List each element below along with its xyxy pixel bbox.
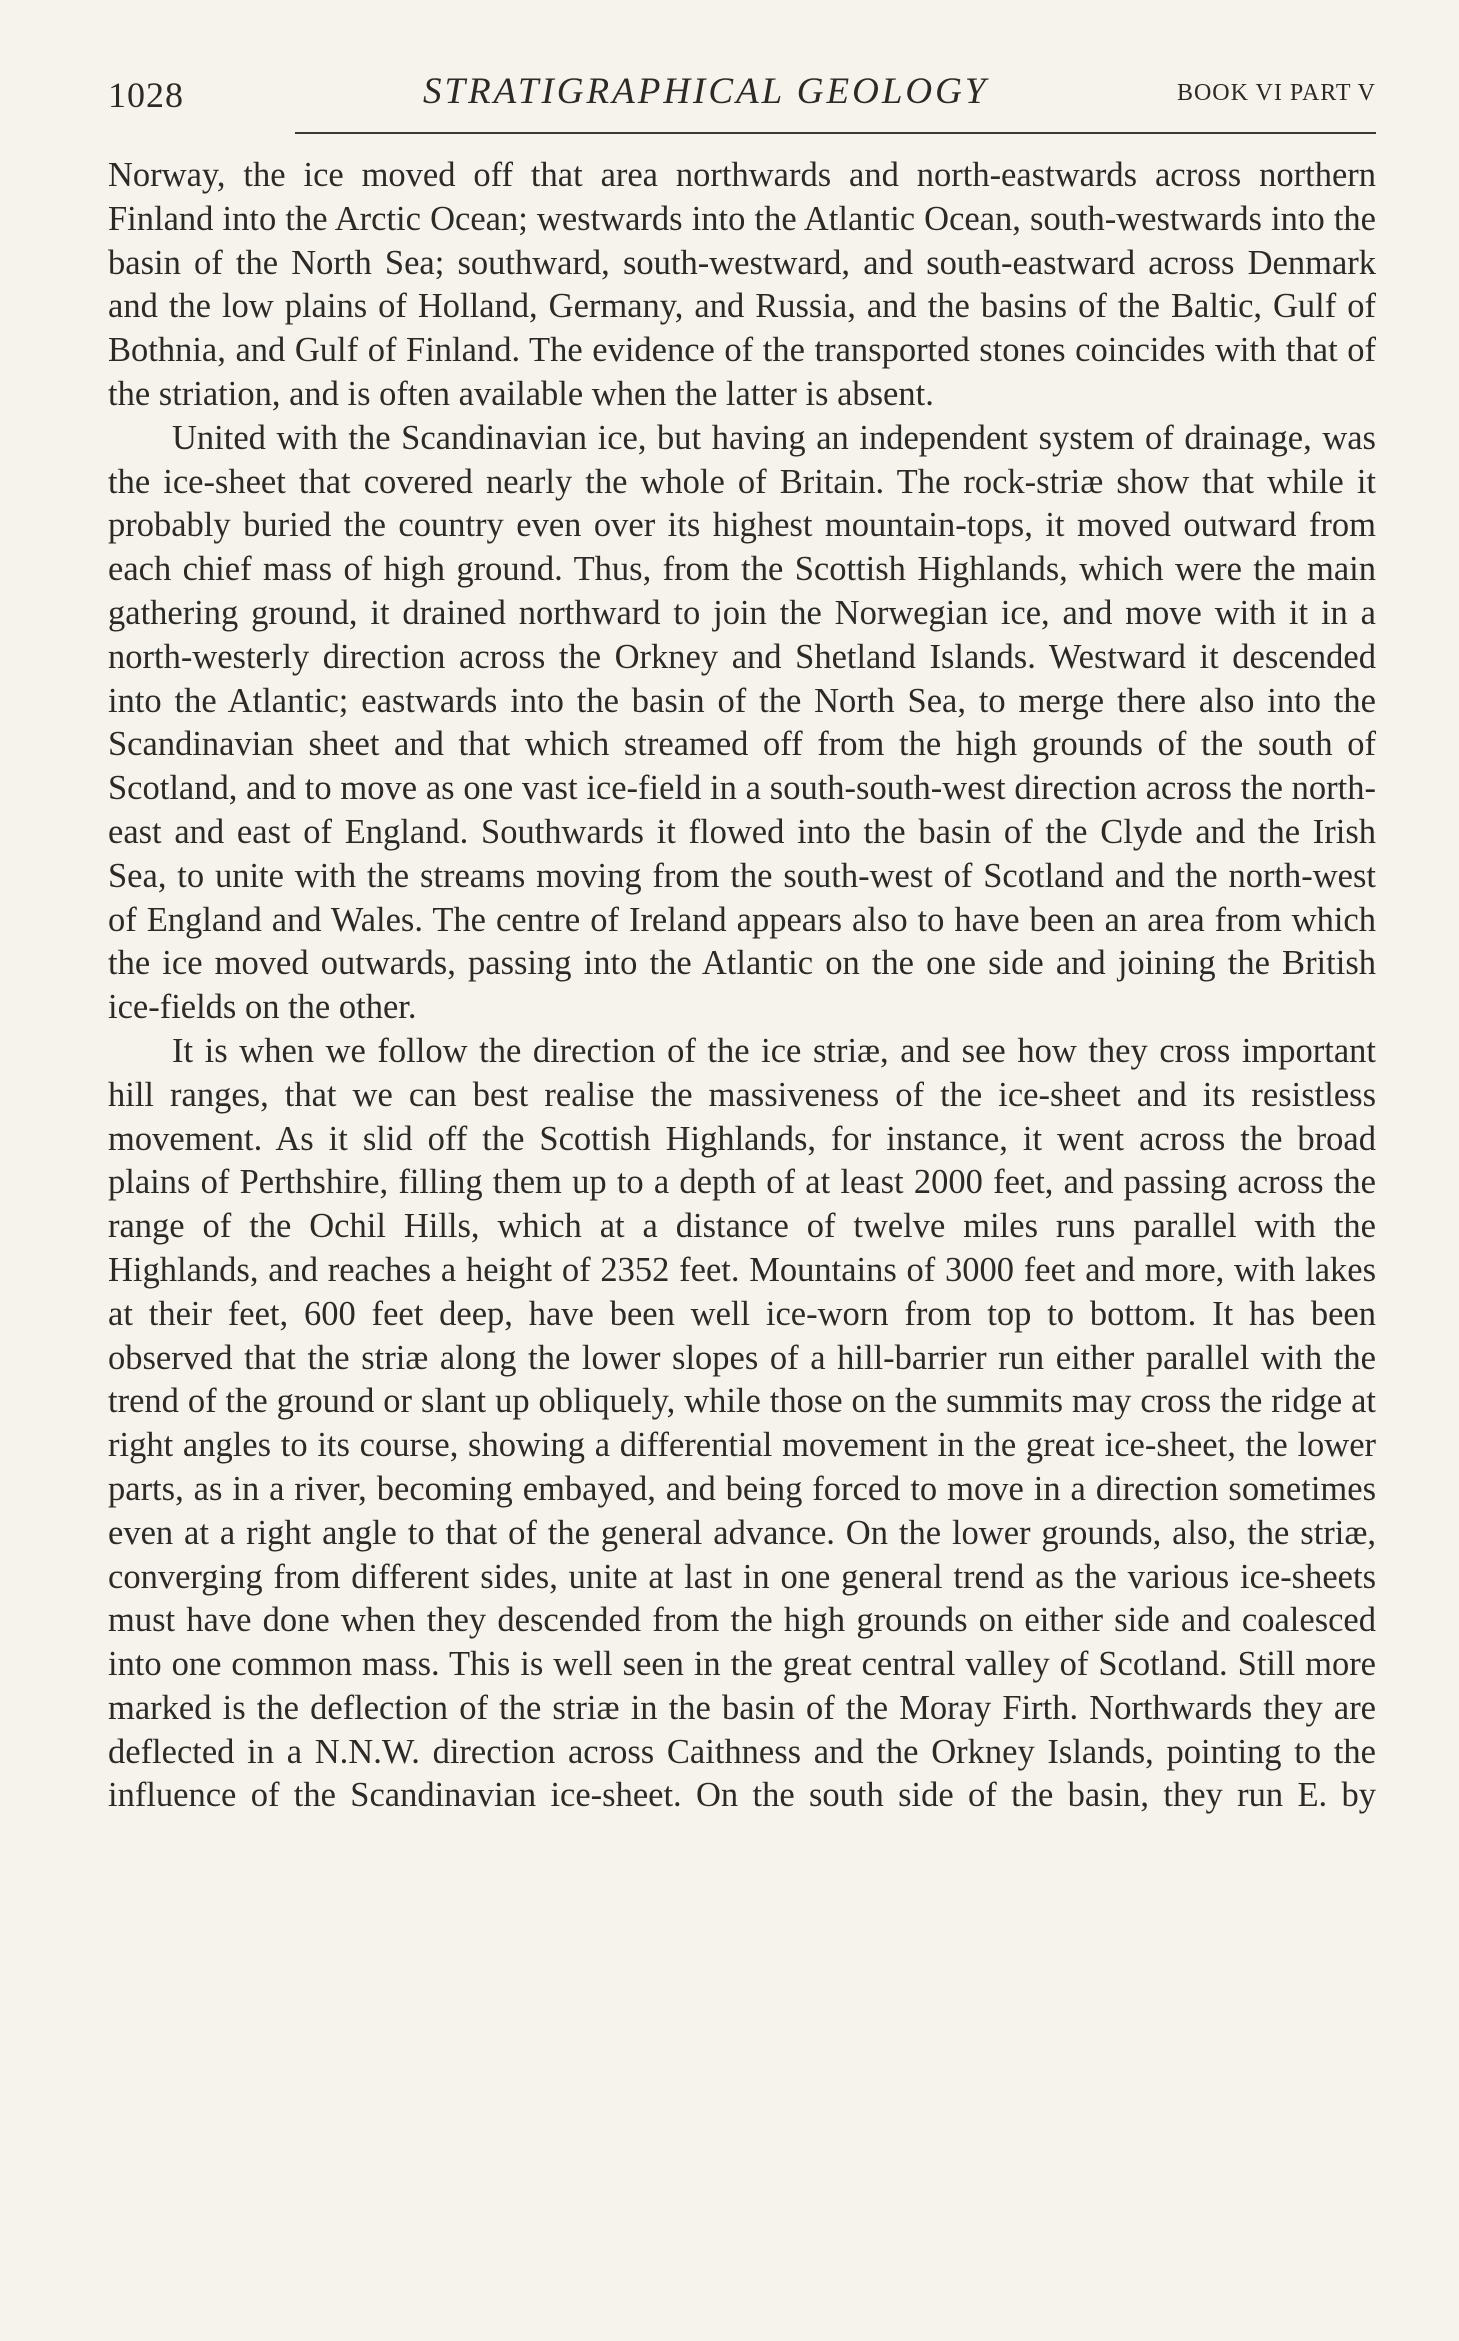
running-title: STRATIGRAPHICAL GEOLOGY <box>423 71 989 112</box>
paragraph-1: Norway, the ice moved off that area northwards and north-eastwards across northern Finland into the Arctic Ocean; westwards into the Atlantic Ocean, south-westwards into the basin of the North Sea; southward, south-westward, and south-eastward across Denmark and the low plains of Holland, Germany, and Russia, and the basins of the Baltic, Gulf of Bothnia, and Gulf of Finland. The evidence of the transported stones coincides with that of the striation, and is often available when the latter is absent. <box>108 156 1376 413</box>
body-text <box>108 154 1376 1818</box>
paragraph-2: United with the Scandinavian ice, but having an independent system of drainage, was the ice-sheet that covered nearly the whole of Britain. The rock-striæ show that while it probably buried the country even over its highest mountain-tops, it moved outward from each chief mass of high ground. Thus, from the Scottish Highlands, which were the main gathering ground, it drained northward to join the Norwegian ice, and move with it in a north-westerly direction across the Orkney and Shetland Islands. Westward it descended into the Atlantic; eastwards into the basin of the North Sea, to merge there also into the Scandinavian sheet and that which streamed off from the high grounds of the south of Scotland, and to move as one vast ice-field in a south-south-west direction across the north-east and east of England. Southwards it flowed into the basin of the Clyde and the Irish Sea, to unite with the streams moving from the south-west of Scotland and the north-west of England and Wales. The centre of Ireland appears also to have been an area from which the ice moved outwards, passing into the Atlantic on the one side and joining the British ice-fields on the other. <box>108 418 1376 1027</box>
header-rule <box>295 132 1376 134</box>
book-reference: BOOK VI PART V <box>1176 80 1376 106</box>
paragraph-3: It is when we follow the direction of the ice striæ, and see how they cross important hill ranges, that we can best realise the massiveness of the ice-sheet and its resistless movement. As it slid off the Scottish Highlands, for instance, it went across the broad plains of Perthshire, filling them up to a depth of at least 2000 feet, and passing across the range of the Ochil Hills, which at a distance of twelve miles runs parallel with the Highlands, and reaches a height of 2352 feet. Mountains of 3000 feet and more, with lakes at their feet, 600 feet deep, have been well ice-worn from top to bottom. It has been observed that the striæ along the lower slopes of a hill-barrier run either parallel with the trend of the ground or slant up obliquely, while those on the summits may cross the ridge at right angles to its course, showing a differential movement in the great ice-sheet, the lower parts, as in a river, becoming embayed, and being forced to move in a direction sometimes even at a right angle to that of the general advance. On the lower grounds, also, the striæ, converging from different sides, unite at last in one general trend as the various ice-sheets must have done when they descended from the high grounds on either side and coalesced into one common mass. This is well seen in the great central valley of Scotland. Still more marked is the deflection of the striæ in the basin of the Moray Firth. Northwards they are deflected in a N.N.W. direction across Caithness and the Orkney Islands, pointing to the influence of the Scandinavian ice-sheet. On the south side of the basin, they run E. by <box>108 1031 1376 1815</box>
page-number: 1028 <box>108 75 184 115</box>
page-header <box>108 66 1376 122</box>
